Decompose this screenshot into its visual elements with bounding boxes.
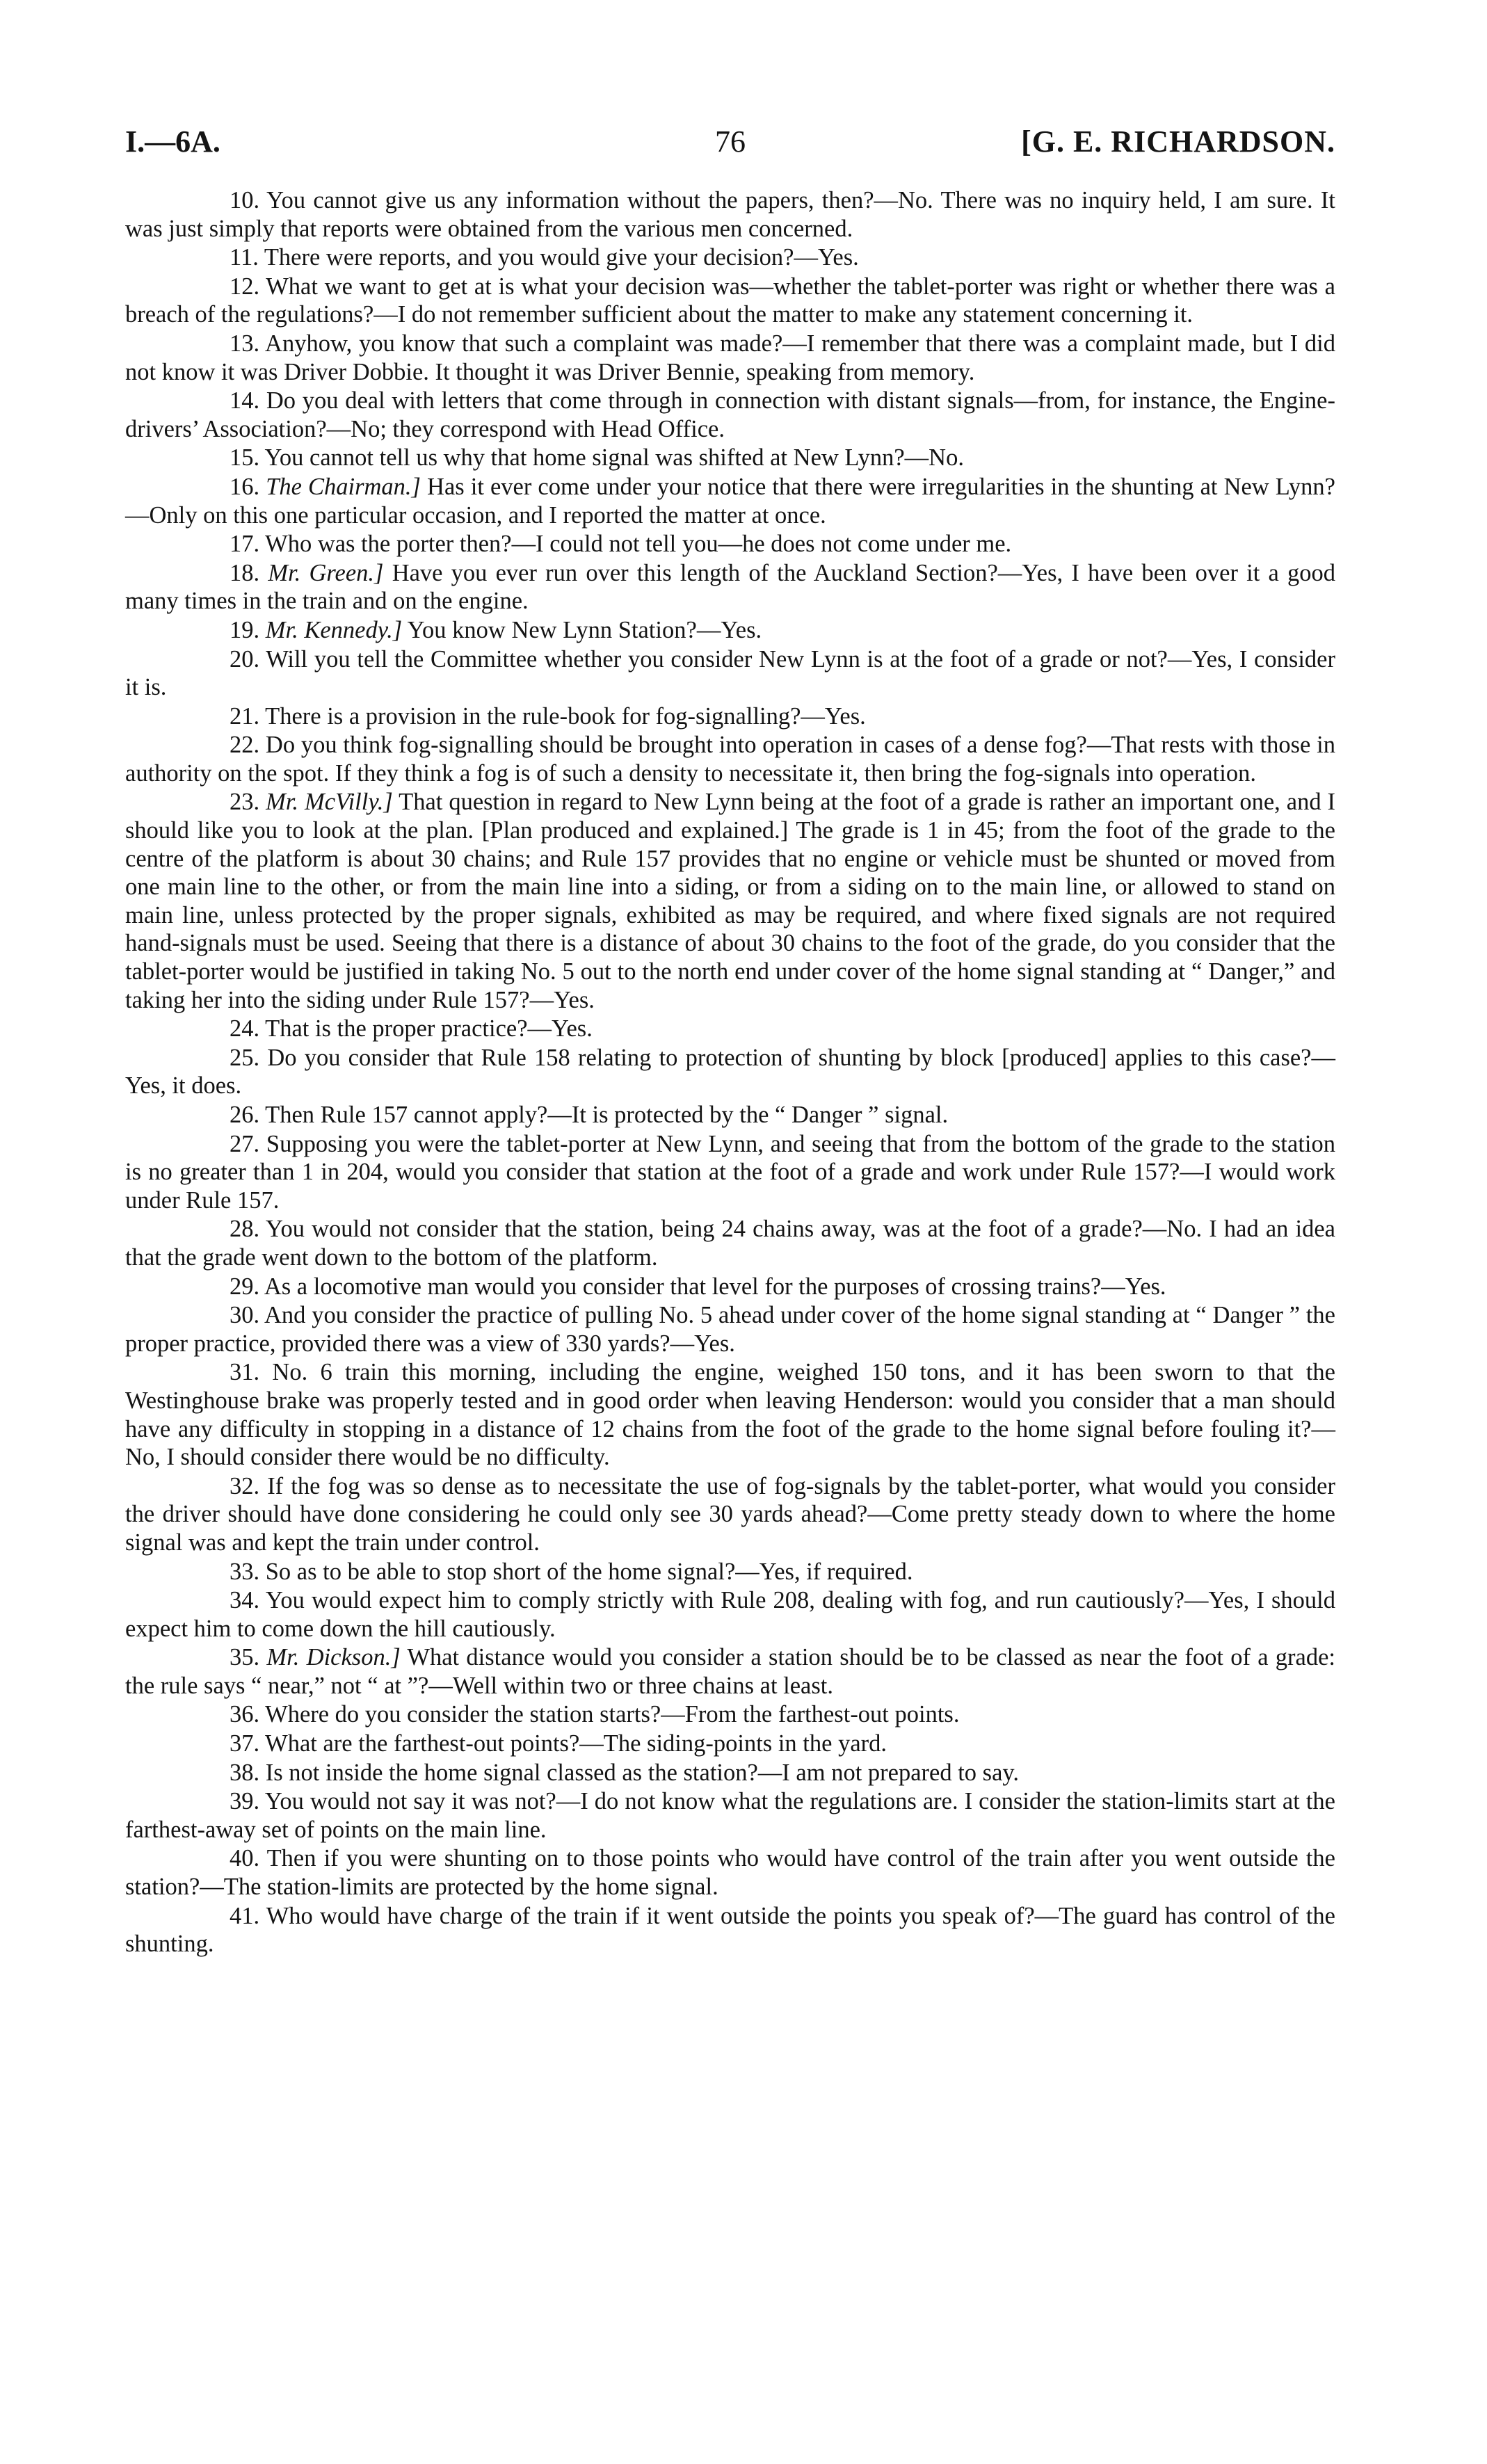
question-q33 xyxy=(125,1558,1335,1586)
question-text: 17. Who was the porter then?—I could not tell you—he does not come under me. xyxy=(230,531,1012,558)
question-q26 xyxy=(125,1101,1335,1129)
question-text: 38. Is not inside the home signal classed as the station?—I am not prepared to say. xyxy=(230,1759,1020,1786)
page-number: 76 xyxy=(715,124,746,159)
question-text: 20. Will you tell the Committee whether you consider New Lynn is at the foot of a grade or not?—Yes, I consider it is. xyxy=(125,645,1335,701)
question-text: 37. What are the farthest-out points?—The siding-points in the yard. xyxy=(230,1730,887,1757)
question-number: 23. xyxy=(230,789,260,816)
question-q23 xyxy=(125,788,1335,1014)
question-q12 xyxy=(125,273,1335,329)
page-header xyxy=(125,124,1335,166)
question-text: 34. You would expect him to comply strictly with Rule 208, dealing with fog, and run cautiously?—Yes, I should expect him to come down the hill cautiously. xyxy=(125,1587,1335,1642)
question-text: 25. Do you consider that Rule 158 relating to protection of shunting by block [produced] applies to this case?—Yes, it does. xyxy=(125,1044,1335,1100)
question-q29 xyxy=(125,1273,1335,1301)
question-text: 13. Anyhow, you know that such a complaint was made?—I remember that there was a complaint made, but I did not know it was Driver Dobbie. It thought it was Driver Bennie, speaking from memory. xyxy=(125,330,1335,385)
question-q16 xyxy=(125,473,1335,529)
evidence-body xyxy=(125,186,1335,1958)
question-q25 xyxy=(125,1044,1335,1100)
question-text: 30. And you consider the practice of pulling No. 5 ahead under cover of the home signal standing at “ Danger ” the proper practice, provided there was a view of 330 yards?—Yes. xyxy=(125,1302,1335,1357)
question-q19 xyxy=(125,616,1335,645)
question-q28 xyxy=(125,1215,1335,1271)
speaker-label: Mr. Dickson.] xyxy=(266,1644,401,1671)
question-q39 xyxy=(125,1787,1335,1844)
question-text: 27. Supposing you were the tablet-porter at New Lynn, and seeing that from the bottom of the grade to the station is no greater than 1 in 204, would you consider that station at the foot of a grade and work under Rule 157?—I would work under Rule 157. xyxy=(125,1130,1335,1214)
question-q24 xyxy=(125,1015,1335,1043)
question-text: 11. There were reports, and you would give your decision?—Yes. xyxy=(230,244,859,271)
question-q32 xyxy=(125,1472,1335,1557)
question-text: 31. No. 6 train this morning, including the engine, weighed 150 tons, and it has been sworn to that the Westinghouse brake was properly tested and in good order when leaving Henderson: would you consider that a man should have any difficulty in stopping in a distance of 12 chains from the foot of the grade to the home signal before fouling it?—No, I should consider there would be no difficulty. xyxy=(125,1359,1335,1471)
witness-name: [G. E. RICHARDSON. xyxy=(1021,124,1335,159)
question-q27 xyxy=(125,1130,1335,1215)
question-q34 xyxy=(125,1586,1335,1643)
speaker-label: Mr. Green.] xyxy=(268,559,384,586)
question-q22 xyxy=(125,731,1335,787)
question-q36 xyxy=(125,1700,1335,1729)
question-text: 29. As a locomotive man would you consider that level for the purposes of crossing trains?—Yes. xyxy=(230,1273,1166,1300)
question-number: 16. xyxy=(230,473,260,500)
question-text: 32. If the fog was so dense as to necessitate the use of fog-signals by the tablet-porter, what would you consider the driver should have done considering he could only see 30 yards ahead?—Come pretty steady down to where the home signal was and kept the train under control. xyxy=(125,1472,1335,1556)
question-text: 36. Where do you consider the station starts?—From the farthest-out points. xyxy=(230,1701,960,1728)
question-text: You know New Lynn Station?—Yes. xyxy=(407,616,762,643)
question-text: 15. You cannot tell us why that home signal was shifted at New Lynn?—No. xyxy=(230,444,964,472)
question-text: 10. You cannot give us any information without the papers, then?—No. There was no inquiry held, I am sure. It was just simply that reports were obtained from the various men concerned. xyxy=(125,187,1335,242)
question-text: 33. So as to be able to stop short of the home signal?—Yes, if required. xyxy=(230,1558,913,1585)
speaker-label: The Chairman.] xyxy=(266,473,421,500)
question-number: 19. xyxy=(230,616,260,643)
question-q35 xyxy=(125,1643,1335,1700)
speaker-label: Mr. McVilly.] xyxy=(266,789,393,816)
question-q40 xyxy=(125,1844,1335,1901)
question-q37 xyxy=(125,1730,1335,1758)
question-text: Has it ever come under your notice that there were irregularities in the shunting at New Lynn?—Only on this one particular occasion, and I reported the matter at once. xyxy=(125,473,1335,529)
question-q14 xyxy=(125,387,1335,443)
question-q17 xyxy=(125,530,1335,558)
question-q15 xyxy=(125,444,1335,472)
question-text: 24. That is the proper practice?—Yes. xyxy=(230,1015,593,1042)
question-text: 39. You would not say it was not?—I do not know what the regulations are. I consider the station-limits start at the farthest-away set of points on the main line. xyxy=(125,1788,1335,1843)
question-q41 xyxy=(125,1902,1335,1958)
question-text: 41. Who would have charge of the train if it went outside the points you speak of?—The guard has control of the shunting. xyxy=(125,1902,1335,1958)
question-q31 xyxy=(125,1358,1335,1471)
question-text: 22. Do you think fog-signalling should be brought into operation in cases of a dense fog?—That rests with those in authority on the spot. If they think a fog is of such a density to necessitate it, then bring the fog-signals into operation. xyxy=(125,732,1335,787)
question-q21 xyxy=(125,702,1335,731)
question-text: 14. Do you deal with letters that come through in connection with distant signals—from, for instance, the Engine-drivers’ Association?—No; they correspond with Head Office. xyxy=(125,387,1335,442)
question-text: That question in regard to New Lynn being at the foot of a grade is rather an important one, and I should like you to look at the plan. [Plan produced and explained.] The grade is 1 in 45; from the foot of the grade to the centre of the platform is about 30 chains; and Rule 157 provides that no engine or vehicle must be shunted or moved from one main line to the other, or from the main line into a siding, or from a siding on to the main line, or allowed to stand on main line, unless protected by the proper signals, exhibited as may be required, and where fixed signals are not required hand-signals must be used. Seeing that there is a distance of about 30 chains to the foot of the grade, do you consider that the tablet-porter would be justified in taking No. 5 out to the north end under cover of the home signal standing at “ Danger,” and taking her into the siding under Rule 157?—Yes. xyxy=(125,789,1336,1013)
question-text: Have you ever run over this length of the Auckland Section?—Yes, I have been over it a good many times in the train and on the engine. xyxy=(125,559,1336,615)
question-q11 xyxy=(125,243,1335,272)
question-text: 12. What we want to get at is what your decision was—whether the tablet-porter was right or whether there was a breach of the regulations?—I do not remember sufficient about the matter to make any statement concerning it. xyxy=(125,273,1335,328)
question-number: 35. xyxy=(230,1644,260,1671)
speaker-label: Mr. Kennedy.] xyxy=(265,616,403,643)
question-text: What distance would you consider a station should be to be classed as near the foot of a grade: the rule says “ near,” not “ at ”?—Well within two or three chains at least. xyxy=(125,1644,1335,1699)
question-q13 xyxy=(125,330,1335,386)
question-q10 xyxy=(125,186,1335,243)
question-q18 xyxy=(125,559,1335,615)
question-q38 xyxy=(125,1759,1335,1787)
question-q20 xyxy=(125,645,1335,702)
document-reference: I.—6A. xyxy=(125,124,220,159)
question-text: 21. There is a provision in the rule-book for fog-signalling?—Yes. xyxy=(230,702,866,730)
question-number: 18. xyxy=(230,559,260,586)
question-text: 26. Then Rule 157 cannot apply?—It is protected by the “ Danger ” signal. xyxy=(230,1102,949,1128)
question-text: 40. Then if you were shunting on to those points who would have control of the train after you went outside the station?—The station-limits are protected by the home signal. xyxy=(125,1845,1335,1901)
question-q30 xyxy=(125,1301,1335,1358)
question-text: 28. You would not consider that the station, being 24 chains away, was at the foot of a grade?—No. I had an idea that the grade went down to the bottom of the platform. xyxy=(125,1216,1335,1271)
